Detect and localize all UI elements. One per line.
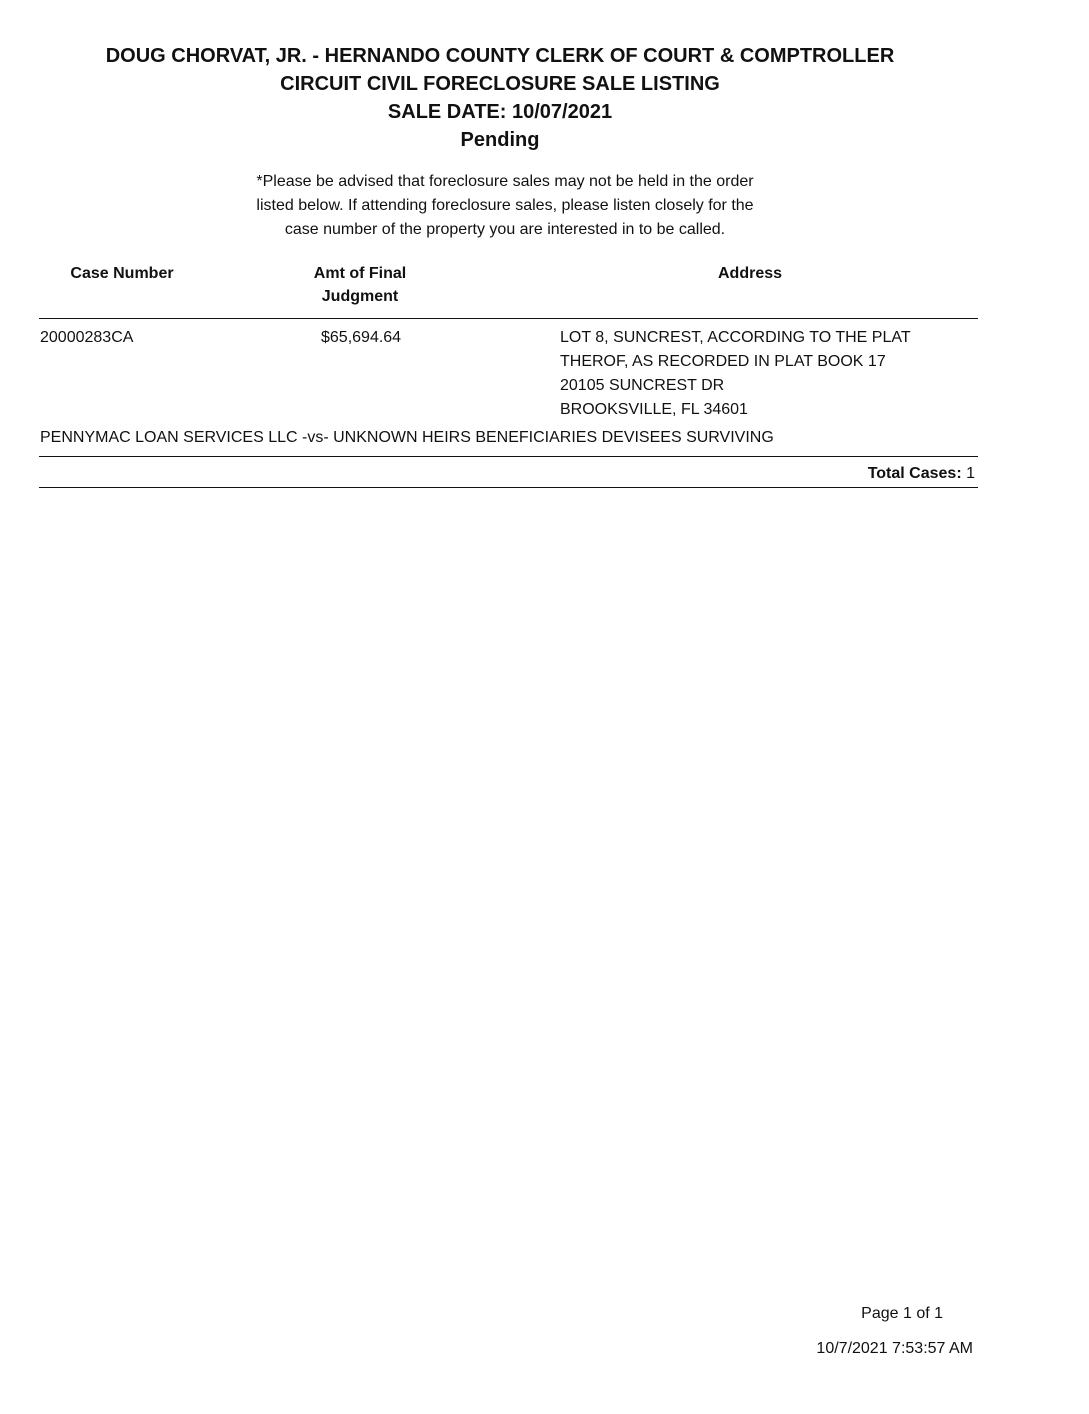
clerk-title: DOUG CHORVAT, JR. - HERNANDO COUNTY CLERK OF COURT & COMPTROLLER (105, 45, 895, 67)
address-line: BROOKSVILLE, FL 34601 (560, 401, 748, 418)
sale-date: SALE DATE: 10/07/2021 (387, 101, 613, 123)
print-timestamp: 10/7/2021 7:53:57 AM (816, 1340, 973, 1357)
advisory-line: case number of the property you are interested in to be called. (284, 221, 726, 238)
column-header-amount-line: Judgment (321, 288, 399, 305)
header-divider (39, 318, 978, 319)
advisory-notice (200, 170, 810, 242)
footer-divider (39, 487, 978, 488)
column-header-address: Address (717, 265, 783, 282)
total-cases-label: Total Cases: (867, 465, 962, 482)
address-line: THEROF, AS RECORDED IN PLAT BOOK 17 (560, 353, 886, 370)
column-header-amount-line: Amt of Final (313, 265, 407, 282)
column-header-case-number: Case Number (70, 265, 174, 282)
address-line: LOT 8, SUNCREST, ACCORDING TO THE PLAT (560, 329, 911, 346)
page-number: Page 1 of 1 (861, 1305, 943, 1322)
listing-title: CIRCUIT CIVIL FORECLOSURE SALE LISTING (280, 73, 720, 95)
column-header-amount (290, 262, 430, 308)
case-number-cell: 20000283CA (40, 329, 134, 346)
report-header (0, 42, 1000, 154)
total-cases-value: 1 (966, 465, 975, 482)
address-line: 20105 SUNCREST DR (560, 377, 725, 394)
judgment-amount-cell: $65,694.64 (321, 329, 402, 346)
advisory-line: *Please be advised that foreclosure sales may not be held in the order (256, 173, 754, 190)
total-cases (868, 462, 975, 486)
row-divider (39, 456, 978, 457)
advisory-line: listed below. If attending foreclosure sales, please listen closely for the (256, 197, 754, 214)
case-parties: PENNYMAC LOAN SERVICES LLC -vs- UNKNOWN HEIRS BENEFICIARIES DEVISEES SURVIVING (40, 429, 774, 446)
address-cell (560, 326, 911, 422)
listing-status: Pending (460, 129, 540, 151)
